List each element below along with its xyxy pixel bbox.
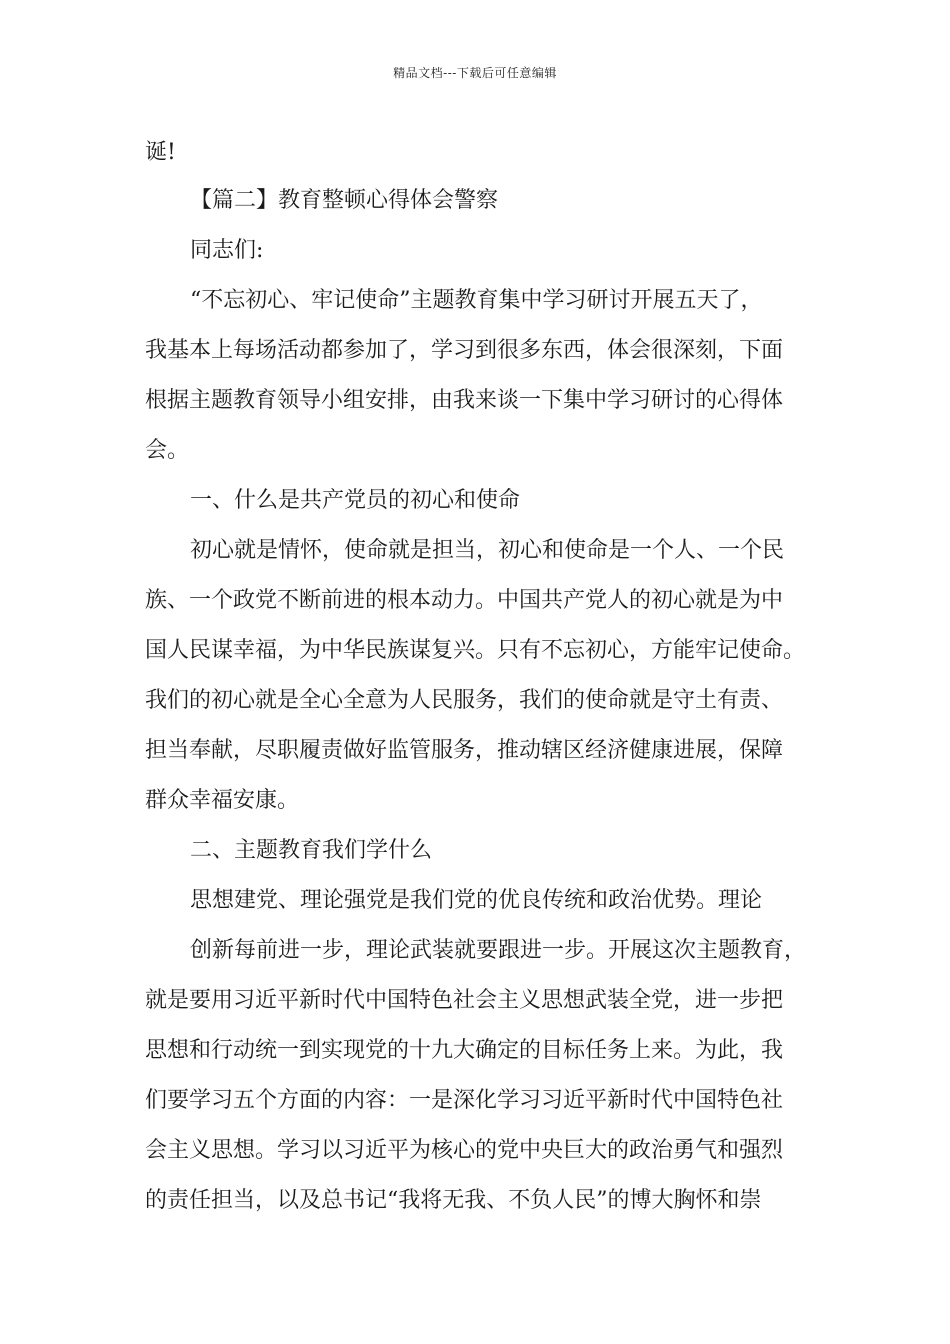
text-line: 会。 bbox=[145, 438, 190, 463]
text-line: 族、一个政党不断前进的根本动力。中国共产党人的初心就是为中 bbox=[145, 588, 784, 613]
salutation: 同志们: bbox=[190, 238, 264, 263]
text-line: 诞! bbox=[145, 140, 176, 165]
text-line: 创新每前进一步，理论武装就要跟进一步。开展这次主题教育， bbox=[190, 938, 807, 963]
text-line: 思想和行动统一到实现党的十九大确定的目标任务上来。为此，我 bbox=[145, 1038, 784, 1063]
text-line: 群众幸福安康。 bbox=[145, 788, 300, 813]
text-line: 根据主题教育领导小组安排，由我来谈一下集中学习研讨的心得体 bbox=[145, 388, 784, 413]
section-title: 【篇二】教育整顿心得体会警察 bbox=[190, 188, 499, 213]
text-line: 的责任担当，以及总书记“我将无我、不负人民”的博大胸怀和崇 bbox=[145, 1188, 762, 1213]
heading-one: 一、什么是共产党员的初心和使命 bbox=[190, 488, 521, 513]
heading-two: 二、主题教育我们学什么 bbox=[190, 838, 433, 863]
text-line: 担当奉献，尽职履责做好监管服务，推动辖区经济健康进展，保障 bbox=[145, 738, 784, 763]
text-line: 初心就是情怀，使命就是担当，初心和使命是一个人、一个民 bbox=[190, 538, 785, 563]
text-line: 我们的初心就是全心全意为人民服务，我们的使命就是守土有责、 bbox=[145, 688, 784, 713]
text-line: 我基本上每场活动都参加了，学习到很多东西，体会很深刻，下面 bbox=[145, 338, 784, 363]
text-line: 国人民谋幸福，为中华民族谋复兴。只有不忘初心，方能牢记使命。 bbox=[145, 638, 806, 663]
page-header: 精品文档---下载后可任意编辑 bbox=[393, 66, 557, 80]
text-line: “不忘初心、牢记使命”主题教育集中学习研讨开展五天了， bbox=[190, 288, 763, 313]
text-line: 思想建党、理论强党是我们党的优良传统和政治优势。理论 bbox=[190, 888, 763, 913]
text-line: 就是要用习近平新时代中国特色社会主义思想武装全党，进一步把 bbox=[145, 988, 784, 1013]
text-line: 们要学习五个方面的内容：一是深化学习习近平新时代中国特色社 bbox=[145, 1088, 784, 1113]
text-line: 会主义思想。学习以习近平为核心的党中央巨大的政治勇气和强烈 bbox=[145, 1138, 784, 1163]
